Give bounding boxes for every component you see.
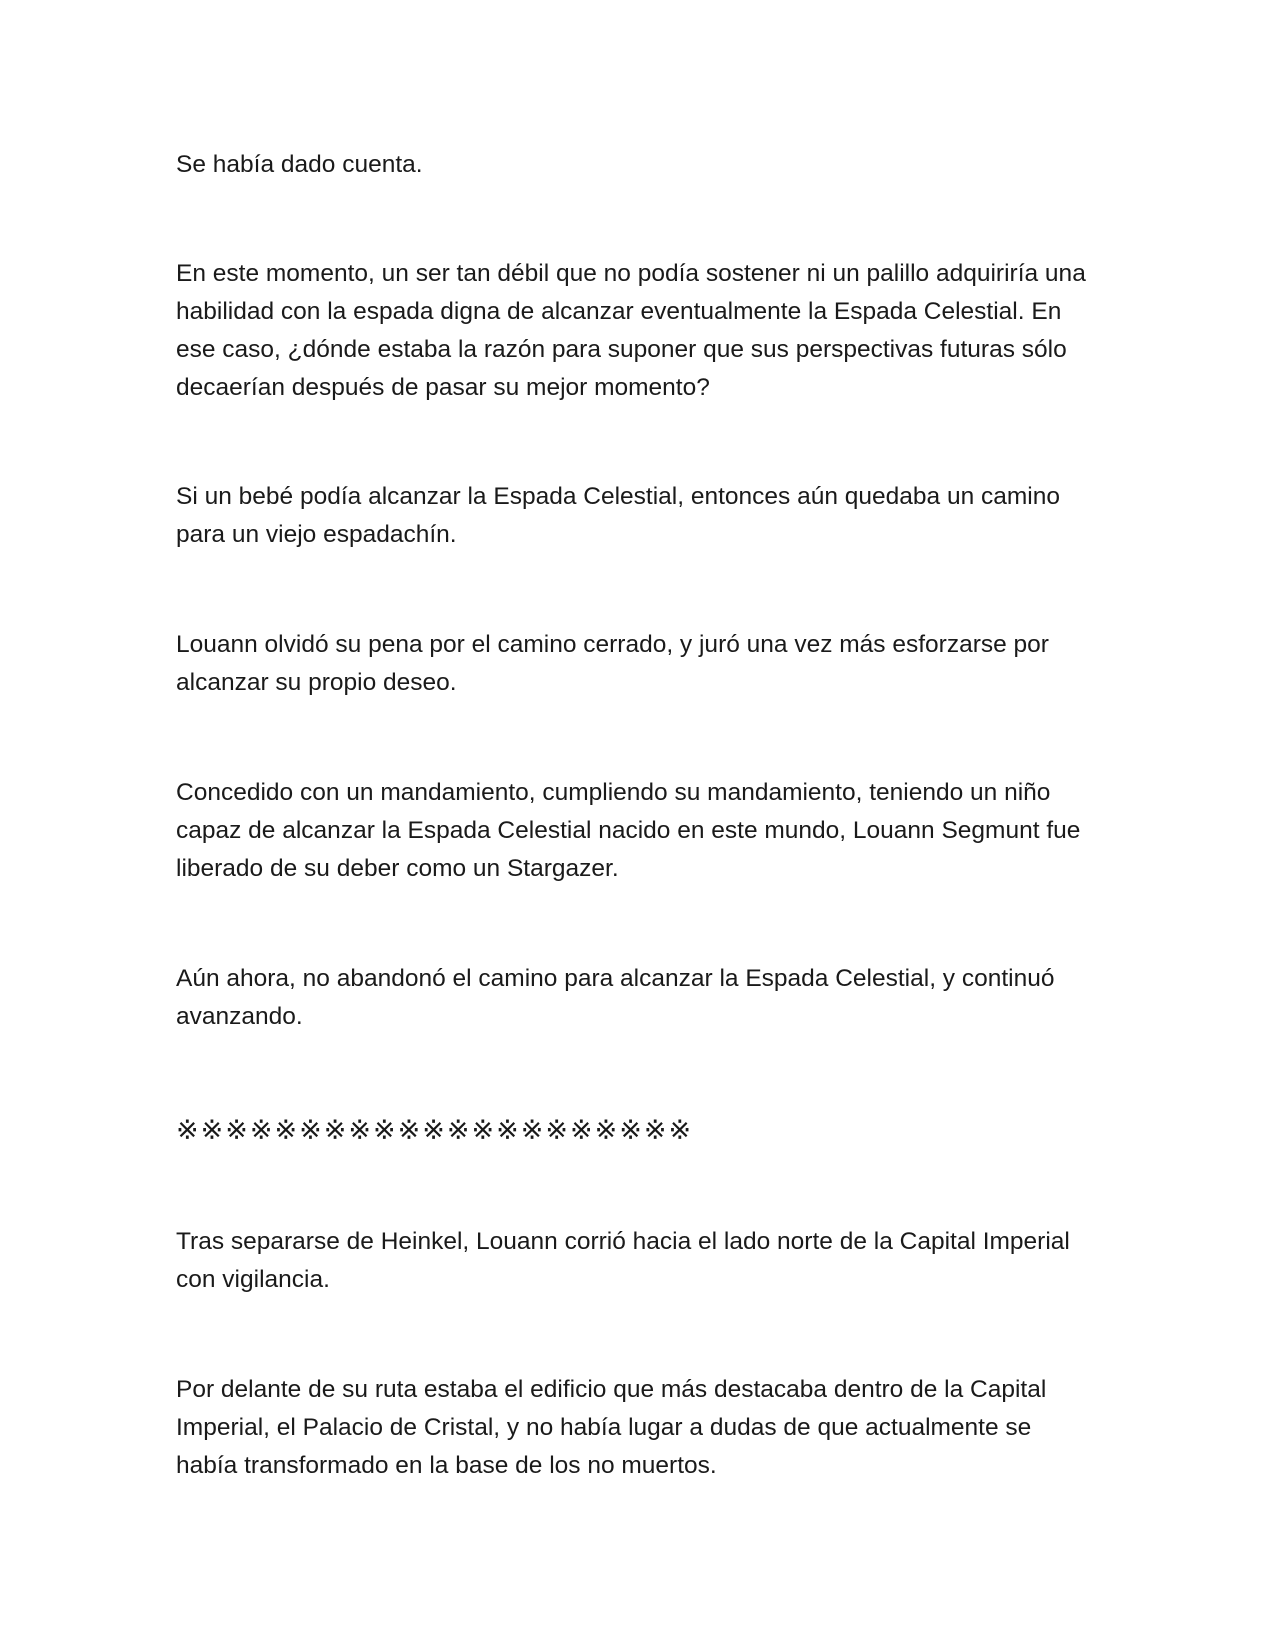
paragraph-3: Si un bebé podía alcanzar la Espada Celestial, entonces aún quedaba un camino para un viejo espadachín. (176, 483, 1060, 548)
paragraph-2: En este momento, un ser tan débil que no podía sostener ni un palillo adquiriría una habilidad con la espada digna de alcanzar eventualmente la Espada Celestial. En ese caso, ¿dónde estaba la razón para suponer que sus perspectivas futuras sólo decaerían después de pasar su mejor momento? (176, 260, 1086, 401)
paragraph-6: Aún ahora, no abandonó el camino para alcanzar la Espada Celestial, y continuó avanzando. (176, 965, 1055, 1030)
paragraph-5: Concedido con un mandamiento, cumpliendo su mandamiento, teniendo un niño capaz de alcanzar la Espada Celestial nacido en este mundo, Louann Segmunt fue liberado de su deber como un Stargazer. (176, 779, 1081, 882)
scene-separator: ※※※※※※※※※※※※※※※※※※※※※ (176, 1115, 694, 1146)
paragraph-7: Tras separarse de Heinkel, Louann corrió hacia el lado norte de la Capital Imperial con vigilancia. (176, 1228, 1070, 1293)
paragraph-8: Por delante de su ruta estaba el edificio que más destacaba dentro de la Capital Imperial, el Palacio de Cristal, y no había lugar a dudas de que actualmente se había transformado en la base de los no muertos. (176, 1376, 1047, 1479)
paragraph-1: Se había dado cuenta. (176, 151, 423, 178)
paragraph-4: Louann olvidó su pena por el camino cerrado, y juró una vez más esforzarse por alcanzar su propio deseo. (176, 631, 1049, 696)
